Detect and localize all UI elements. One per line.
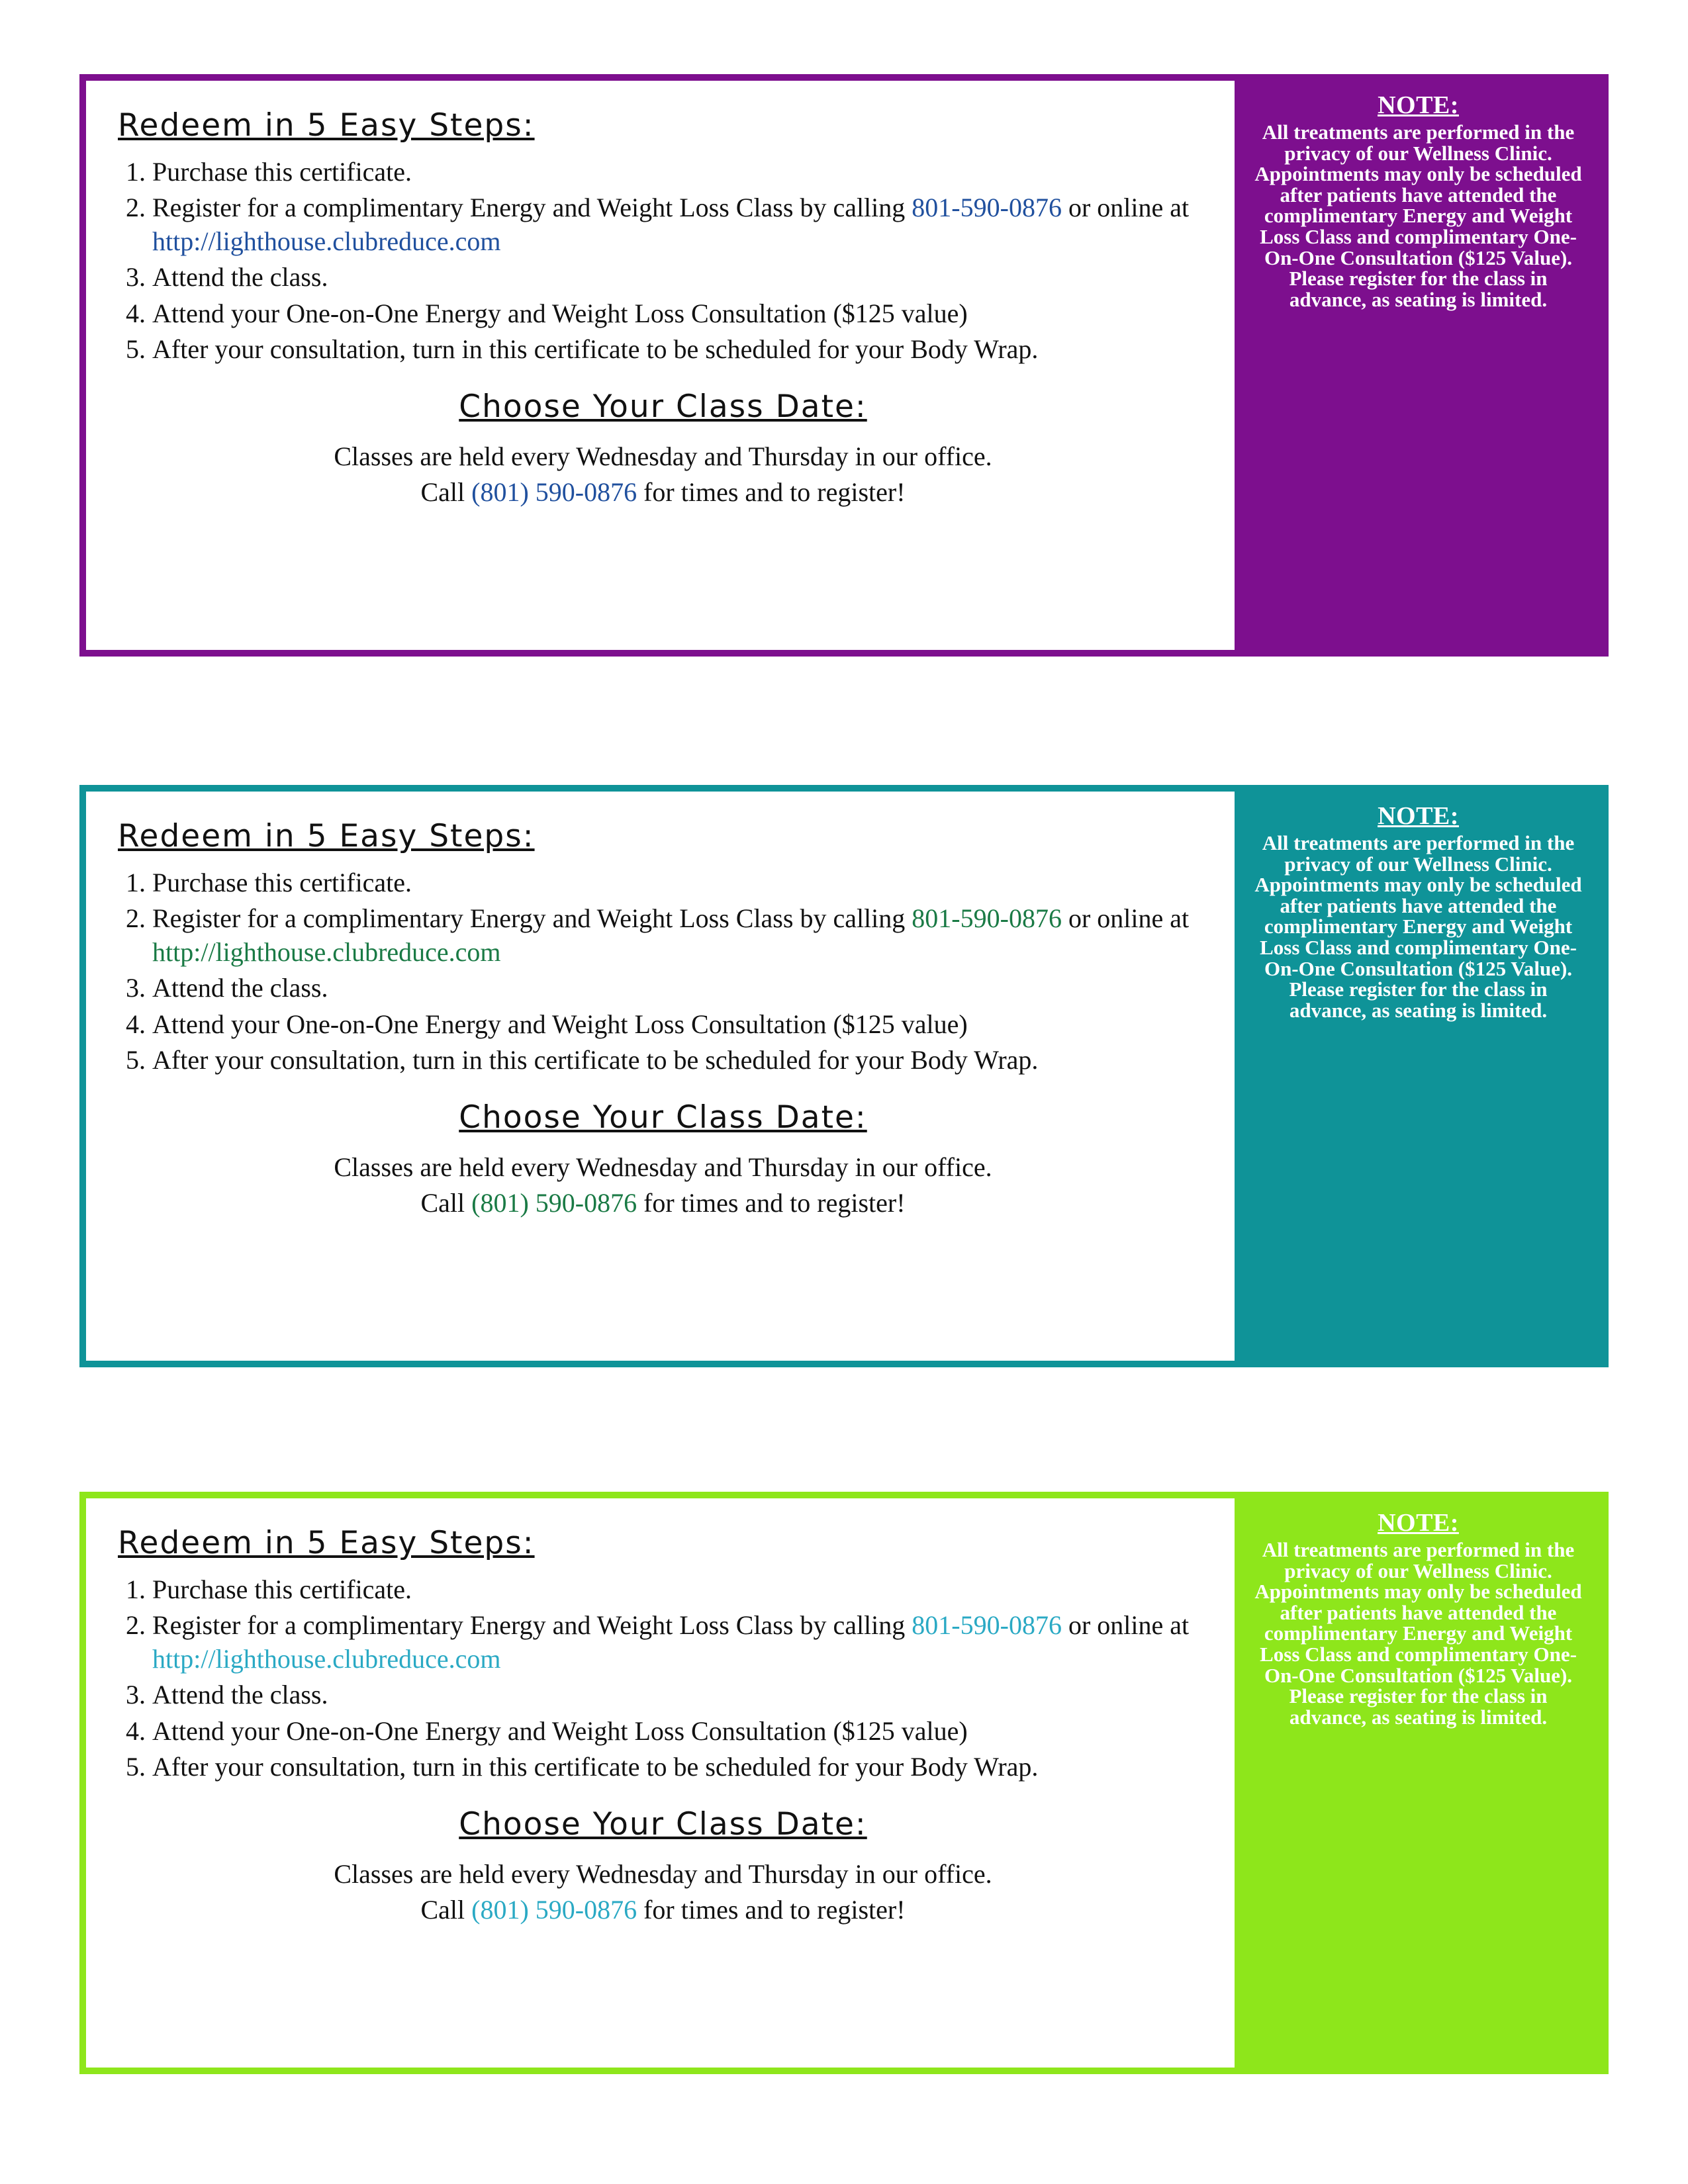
class-date-heading-text: Choose Your Class Date: xyxy=(459,1806,867,1843)
redeem-steps-list xyxy=(118,866,1208,1077)
list-item xyxy=(152,1044,1208,1077)
certificate-body xyxy=(86,81,1235,650)
note-body: All treatments are performed in the privacy of our Wellness Clinic. Appointments may only be scheduled after patients have attended the complimentary Energy and Weight Loss Class and complimentary One-On-One Consultation ($125 Value). Please register for the class in advance, as seating is limited. xyxy=(1254,120,1582,311)
list-item xyxy=(152,191,1208,258)
phone-number[interactable]: 801-590-0876 xyxy=(912,1610,1062,1641)
list-item xyxy=(152,902,1208,969)
list-item xyxy=(152,333,1208,366)
step-text: After your consultation, turn in this certificate to be scheduled for your Body Wrap. xyxy=(152,334,1039,364)
closing-call-suffix: for times and to register! xyxy=(637,477,906,508)
closing-line: Classes are held every Wednesday and Thursday in our office. xyxy=(334,1152,992,1183)
step-text: Purchase this certificate. xyxy=(152,157,412,187)
list-item xyxy=(152,297,1208,330)
step-text: Attend the class. xyxy=(152,973,328,1003)
class-date-heading xyxy=(118,1806,1208,1843)
step-text: Register for a complimentary Energy and Weight Loss Class by calling xyxy=(152,903,912,934)
closing-call-line xyxy=(118,1186,1208,1220)
closing-line: Classes are held every Wednesday and Thursday in our office. xyxy=(334,441,992,472)
closing-call-suffix: for times and to register! xyxy=(637,1188,906,1218)
note-title: NOTE: xyxy=(1378,802,1459,830)
step-text: After your consultation, turn in this certificate to be scheduled for your Body Wrap. xyxy=(152,1751,1039,1782)
note-body: All treatments are performed in the privacy of our Wellness Clinic. Appointments may only be scheduled after patients have attended the complimentary Energy and Weight Loss Class and complimentary One-On-One Consultation ($125 Value). Please register for the class in advance, as seating is limited. xyxy=(1254,831,1582,1022)
phone-number[interactable]: (801) 590-0876 xyxy=(471,477,637,508)
redeem-steps-heading: Redeem in 5 Easy Steps: xyxy=(118,107,535,144)
step-text: Attend the class. xyxy=(152,262,328,293)
step-text-mid: or online at xyxy=(1061,903,1190,934)
note-body: All treatments are performed in the privacy of our Wellness Clinic. Appointments may only be scheduled after patients have attended the complimentary Energy and Weight Loss Class and complimentary One-On-One Consultation ($125 Value). Please register for the class in advance, as seating is limited. xyxy=(1254,1538,1582,1729)
list-item xyxy=(152,1678,1208,1711)
note-panel xyxy=(1235,81,1602,650)
list-item xyxy=(152,1609,1208,1676)
closing-call-line xyxy=(118,1893,1208,1927)
redeem-steps-list xyxy=(118,156,1208,366)
closing-call-prefix: Call xyxy=(420,1895,472,1925)
step-text: Register for a complimentary Energy and Weight Loss Class by calling xyxy=(152,1610,912,1641)
redeem-steps-heading: Redeem in 5 Easy Steps: xyxy=(118,818,535,854)
list-item xyxy=(152,1715,1208,1748)
redeem-steps-list xyxy=(118,1573,1208,1784)
closing-call-suffix: for times and to register! xyxy=(637,1895,906,1925)
redeem-steps-heading: Redeem in 5 Easy Steps: xyxy=(118,1525,535,1561)
step-text: Purchase this certificate. xyxy=(152,868,412,897)
certificate-card xyxy=(79,785,1609,1367)
note-title: NOTE: xyxy=(1378,1509,1459,1537)
step-text-mid: or online at xyxy=(1061,1610,1190,1641)
step-text: Attend your One-on-One Energy and Weight Loss Consultation ($125 value) xyxy=(152,298,968,328)
class-date-heading-text: Choose Your Class Date: xyxy=(459,1099,867,1136)
certificate-card xyxy=(79,1492,1609,2074)
phone-number[interactable]: (801) 590-0876 xyxy=(471,1895,637,1925)
phone-number[interactable]: 801-590-0876 xyxy=(912,193,1062,223)
step-text: After your consultation, turn in this certificate to be scheduled for your Body Wrap. xyxy=(152,1044,1039,1075)
list-item xyxy=(152,156,1208,189)
list-item xyxy=(152,1751,1208,1784)
step-text: Purchase this certificate. xyxy=(152,1574,412,1604)
closing-call-prefix: Call xyxy=(420,1188,472,1218)
phone-number[interactable]: (801) 590-0876 xyxy=(471,1188,637,1218)
class-date-heading-text: Choose Your Class Date: xyxy=(459,388,867,426)
list-item xyxy=(152,1008,1208,1041)
closing-line: Classes are held every Wednesday and Thursday in our office. xyxy=(334,1859,992,1889)
website-link[interactable]: http://lighthouse.clubreduce.com xyxy=(152,1643,501,1674)
class-date-heading xyxy=(118,388,1208,425)
note-panel xyxy=(1235,792,1602,1361)
list-item xyxy=(152,972,1208,1005)
certificate-body xyxy=(86,792,1235,1361)
certificate-card xyxy=(79,74,1609,657)
closing-block xyxy=(118,1857,1208,1927)
list-item xyxy=(152,261,1208,294)
step-text-mid: or online at xyxy=(1061,193,1190,223)
step-text: Attend the class. xyxy=(152,1680,328,1710)
note-title: NOTE: xyxy=(1378,91,1459,119)
list-item xyxy=(152,1573,1208,1606)
closing-block xyxy=(118,1150,1208,1220)
closing-call-line xyxy=(118,475,1208,510)
phone-number[interactable]: 801-590-0876 xyxy=(912,903,1062,934)
closing-block xyxy=(118,439,1208,510)
class-date-heading xyxy=(118,1099,1208,1136)
certificate-body xyxy=(86,1498,1235,2068)
step-text: Attend your One-on-One Energy and Weight Loss Consultation ($125 value) xyxy=(152,1715,968,1746)
list-item xyxy=(152,866,1208,899)
step-text: Attend your One-on-One Energy and Weight Loss Consultation ($125 value) xyxy=(152,1009,968,1039)
website-link[interactable]: http://lighthouse.clubreduce.com xyxy=(152,226,501,256)
website-link[interactable]: http://lighthouse.clubreduce.com xyxy=(152,936,501,967)
step-text: Register for a complimentary Energy and Weight Loss Class by calling xyxy=(152,193,912,223)
closing-call-prefix: Call xyxy=(420,477,472,508)
note-panel xyxy=(1235,1498,1602,2068)
